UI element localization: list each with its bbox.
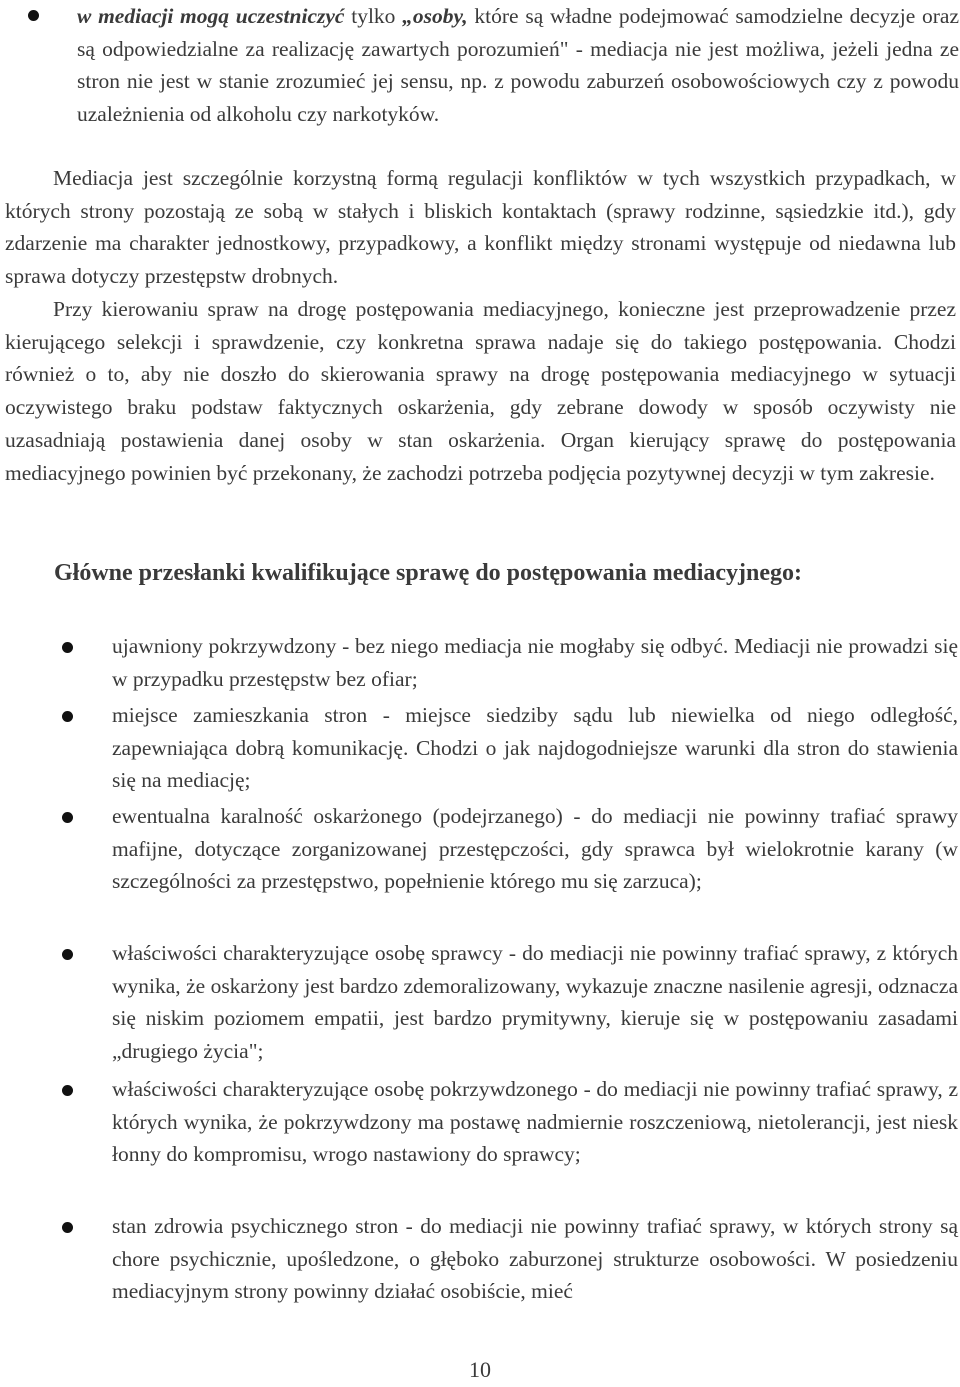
criteria-text: miejsce zamieszkania stron - miejsce siedziby sądu lub niewielka od niego odległość, zapewniająca dobrą komunikację. Chodzi o jak najdogodniejsze warunki dla stron do stawienia się na mediację; xyxy=(112,703,958,793)
criteria-text: właściwości charakteryzujące osobę sprawcy - do mediacji nie powinny trafiać sprawy, z których wynika, że oskarżony jest bardzo zdemoralizowany, wykazuje znaczne nasilenie agresji, odznacza się niskim poziomem empatii, jest bardzo prymitywny, kieruje się w postępowaniu zasadami „drugiego życia"; xyxy=(112,941,958,1064)
bullet-icon xyxy=(62,812,73,823)
criteria-text: stan zdrowia psychicznego stron - do mediacji nie powinny trafiać sprawy, w których strony są chore psychicznie, upośledzone, o głęboko zaburzonej strukturze osobowości. W posiedzeniu mediacyjnym strony powinny działać osobiście, mieć xyxy=(112,1214,958,1304)
bullet-icon xyxy=(62,642,73,653)
top-bullet-lead: w mediacji mogą uczestniczyć xyxy=(77,4,345,28)
paragraph-case-selection: Przy kierowaniu spraw na drogę postępowania mediacyjnego, konieczne jest przeprowadzenie przez kierującego selekcji i sprawdzenie, czy konkretna sprawa nadaje się do takiego postępowania. Chodzi również o to, aby nie doszło do skierowania sprawy na drogę postępowania mediacyjnego w sytuacji oczywistego braku podstaw faktycznych oskarżenia, gdy zebrane dowody w sposób oczywisty nie uzasadniają postawienia danej osoby w stan oskarżenia. Organ kierujący sprawę do postępowania mediacyjnego powinien być przekonany, że zachodzi potrzeba podjęcia pozytywnej decyzji w tym zakresie. xyxy=(5,297,956,485)
top-bullet-body: które są władne podejmować samodzielne decyzje oraz są odpowiedzialne za realizację zawartych porozumień" - mediacja nie jest możliwa, jeżeli jedna ze stron nie jest w stanie zrozumieć jej sensu, np. z powodu zaburzeń osobowościowych czy z powodu uzależnienia od alkoholu czy narkotyków. xyxy=(77,4,960,127)
paragraph-mediation-benefits: Mediacja jest szczególnie korzystną formą regulacji konfliktów w tych wszystkich przypadkach, w których strony pozostają ze sobą w stałych i bliskich kontaktach (sprawy rodzinne, sąsiedzkie itd.), gdy zdarzenie ma charakter jednostkowy, przypadkowy, a konflikt między stronami występuje od niedawna lub sprawa dotyczy przestępstw drobnych. xyxy=(5,166,956,289)
section-heading: Główne przesłanki kwalifikujące sprawę do postępowania mediacyjnego: xyxy=(54,560,803,586)
bullet-icon xyxy=(28,10,39,21)
bullet-icon xyxy=(62,711,73,722)
bullet-icon xyxy=(62,1085,73,1096)
top-bullet-text xyxy=(77,0,959,131)
page-number: 10 xyxy=(469,1357,491,1382)
top-bullet-lead-2: „osoby, xyxy=(402,4,468,28)
bullet-icon xyxy=(62,949,73,960)
criteria-text: ewentualna karalność oskarżonego (podejrzanego) - do mediacji nie powinny trafiać sprawy mafijne, dotyczące zorganizowanej przestępczości, gdy sprawca był wielokrotnie karany (w szczególności za przestępstwo, popełnienie którego mu się zarzuca); xyxy=(112,804,958,894)
top-bullet-lead-plain: tylko xyxy=(344,4,403,28)
bullet-icon xyxy=(62,1222,73,1233)
criteria-text: ujawniony pokrzywdzony - bez niego mediacja nie mogłaby się odbyć. Mediacji nie prowadzi się w przypadku przestępstw bez ofiar; xyxy=(112,634,958,691)
criteria-text: właściwości charakteryzujące osobę pokrzywdzonego - do mediacji nie powinny trafiać sprawy, z których wynika, że pokrzywdzony ma postawę nadmiernie roszczeniową, nietolerancji, jest niesk łonny do kompromisu, wrogo nastawiony do sprawcy; xyxy=(112,1077,958,1167)
